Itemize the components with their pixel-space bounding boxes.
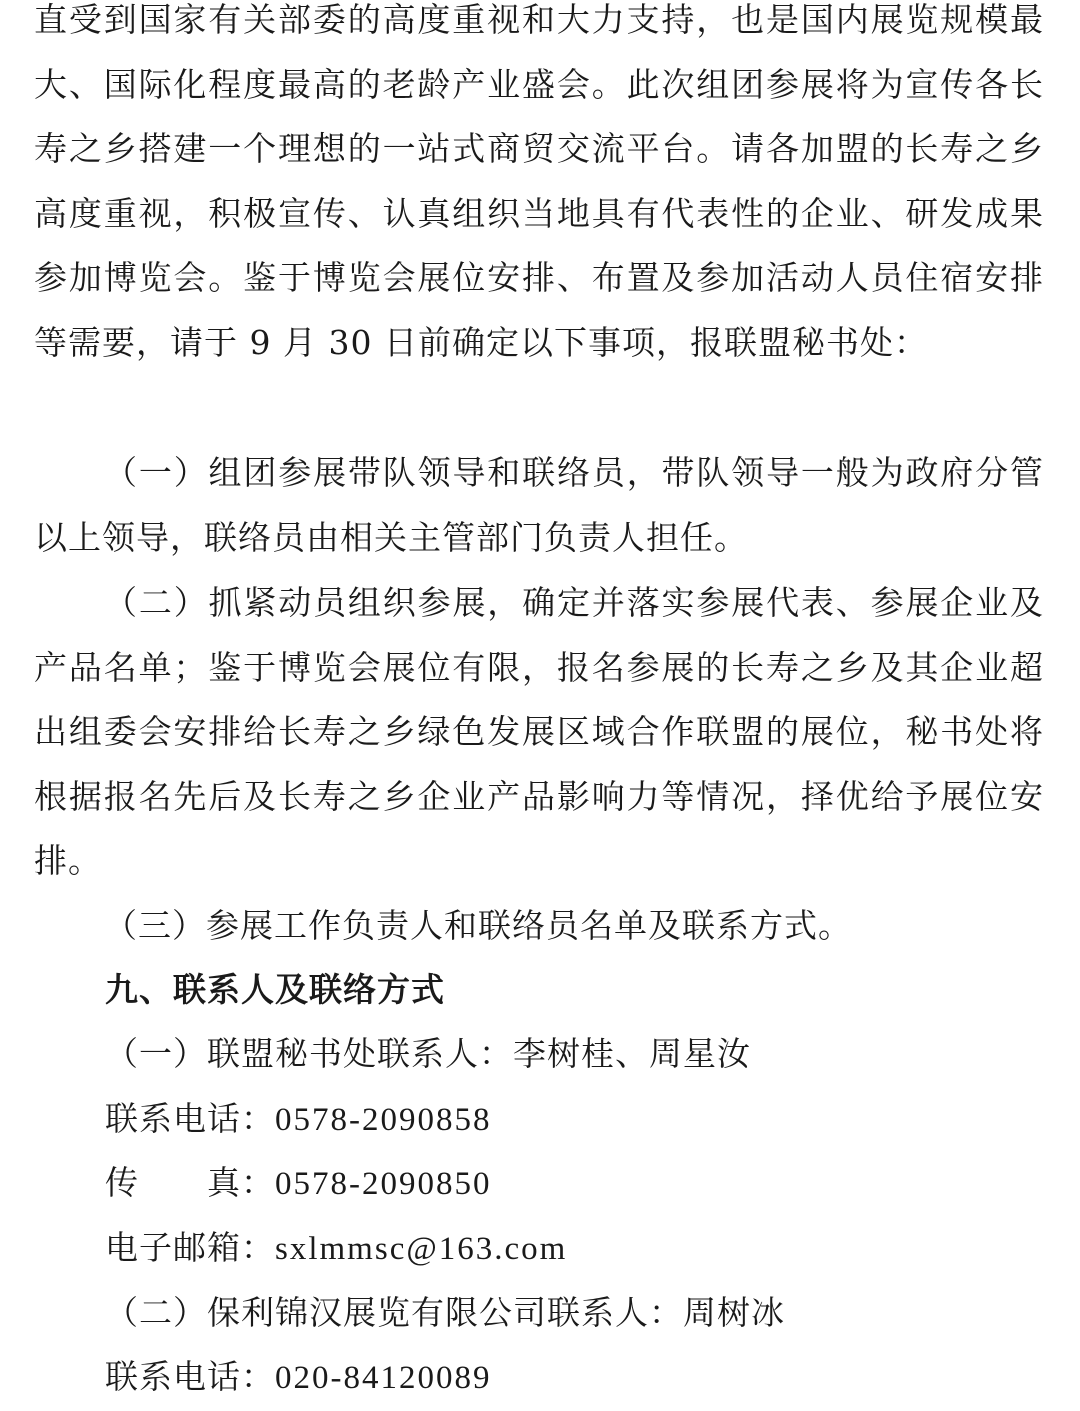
secretariat-contact-line (105, 1022, 751, 1087)
company-phone-line (105, 1345, 492, 1411)
item-three-paragraph: （三）参展工作负责人和联络员名单及联系方式。 (104, 906, 852, 945)
secretariat-fax-value: 0578-2090850 (275, 1166, 492, 1202)
secretariat-phone-label: 联系电话： (105, 1099, 275, 1138)
company-contact-label: （二）保利锦汉展览有限公司联系人： (105, 1293, 683, 1332)
secretariat-email-line (105, 1216, 567, 1282)
company-phone-value: 020-84120089 (275, 1360, 492, 1396)
secretariat-contact-label: （一）联盟秘书处联系人： (105, 1034, 513, 1073)
secretariat-fax-label: 传 真： (105, 1163, 275, 1202)
contact-section-heading: 九、联系人及联络方式 (105, 970, 445, 1009)
company-contact-line (105, 1281, 785, 1346)
secretariat-email-label: 电子邮箱： (105, 1228, 275, 1267)
intro-paragraph: 直受到国家有关部委的高度重视和大力支持，也是国内展览规模最大、国际化程度最高的老龄产业盛会。此次组团参展将为宣传各长寿之乡搭建一个理想的一站式商贸交流平台。请各加盟的长寿之乡高度重视，积极宣传、认真组织当地具有代表性的企业、研发成果参加博览会。鉴于博览会展位安排、布置及参加活动人员住宿安排等需要，请于 9 月 30 日前确定以下事项，报联盟秘书处： (34, 0, 1044, 362)
secretariat-fax-line (105, 1151, 492, 1217)
item-two-paragraph: （二）抓紧动员组织参展，确定并落实参展代表、参展企业及产品名单；鉴于博览会展位有限，报名参展的长寿之乡及其企业超出组委会安排给长寿之乡绿色发展区域合作联盟的展位，秘书处将根据报名先后及长寿之乡企业产品影响力等情况，择优给予展位安排。 (34, 583, 1044, 881)
secretariat-email-value: sxlmmsc@163.com (275, 1231, 568, 1267)
item-one-paragraph: （一）组团参展带队领导和联络员，带队领导一般为政府分管以上领导，联络员由相关主管部门负责人担任。 (34, 453, 1044, 557)
secretariat-contact-names: 李树桂、周星汝 (513, 1034, 751, 1073)
company-phone-label: 联系电话： (105, 1357, 275, 1396)
company-contact-names: 周树冰 (683, 1293, 785, 1332)
secretariat-phone-line (105, 1087, 492, 1153)
secretariat-phone-value: 0578-2090858 (275, 1102, 492, 1138)
